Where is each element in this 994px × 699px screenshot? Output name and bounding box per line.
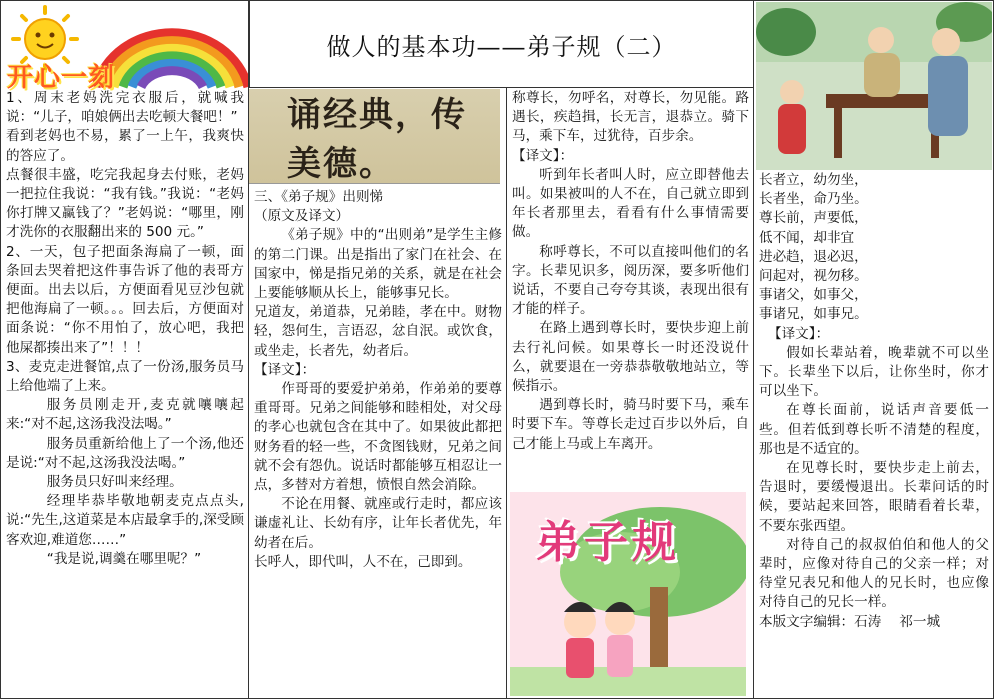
classic-line: 问起对，视勿移。 bbox=[759, 268, 868, 285]
child-figure-icon bbox=[564, 602, 596, 678]
joke-3-line: 服务员只好叫来经理。 bbox=[46, 474, 183, 491]
joke-3-line: 服务员重新给他上了一个汤,他还是说:“对不起,这汤我没法喝。” bbox=[6, 435, 244, 471]
translation-paragraph: 遇到尊长时，骑马时要下马，乘车时要下车。等尊长走过百步以外后，自己才能上马或上车离开。 bbox=[512, 397, 749, 452]
translation-paragraph: 在路上遇到尊长时，要快步迎上前去行礼问候。如果尊长一时还没说什么，就要退在一旁恭恭敬敬地站立，等候指示。 bbox=[512, 320, 749, 395]
girl-figure-icon bbox=[605, 602, 635, 677]
joke-3-line: “我是说,调羹在哪里呢？” bbox=[46, 550, 202, 567]
section-heading: 三、《弟子规》出则悌 bbox=[254, 189, 384, 205]
translation-paragraph: 听到年长者叫人时，应立即替他去叫。如果被叫的人不在，自己就立即到年长者那里去，看看有什么事情需要做。 bbox=[512, 166, 749, 241]
classic-line: 事诸父，如事父， bbox=[759, 287, 868, 304]
classic-line: 尊长前，声要低， bbox=[759, 210, 868, 227]
classic-text: 长呼人，即代叫，人不在，己即到。 bbox=[254, 553, 472, 570]
translation-label: 【译文】： bbox=[512, 147, 574, 164]
joke-3-line: 服务员刚走开,麦克就嚷嚷起来:“对不起,这汤我没法喝。” bbox=[6, 397, 244, 433]
book-cover-title: 弟子规 bbox=[536, 517, 680, 568]
joke-1-line: 点餐很丰盛，吃完我起身去付账，老妈一把拉住我说：“我有钱。”我说：“老妈你打牌又赢钱了？”老妈说：“哪里，刚才洗你的衣服翻出来的 500 元。” bbox=[6, 166, 244, 241]
joke-1-line: 看到老妈也不易，累了一上午，我爽快的答应了。 bbox=[6, 128, 244, 164]
intro-paragraph: 《弟子规》中的“出则弟”是学生主修的第二门课。出是指出了家门在社会、在国家中，悌是指兄弟的关系，就是在社会上要能够顺从长上，能够事兄长。 bbox=[254, 227, 502, 302]
translation-paragraph: 称呼尊长，不可以直接叫他们的名字。长辈见识多，阅历深，要多听他们说话，不要自己夸夸其谈，表现出很有才能的样子。 bbox=[512, 243, 749, 318]
page-title: 做人的基本功——弟子规（二） bbox=[249, 0, 754, 88]
joke-1: 1、周末老妈洗完衣服后，就喊我说：“儿子，咱娘俩出去吃顿大餐吧！” bbox=[6, 90, 244, 126]
classic-text: 称尊长，勿呼名，对尊长，勿见能。路遇长，疾趋揖，长无言，退恭立。骑下马，乘下车，过犹待，百步余。 bbox=[512, 90, 749, 145]
translation-paragraph: 不论在用餐、就座或行走时，都应该谦虚礼让、长幼有序，让年长者优先，年幼者在后。 bbox=[254, 496, 502, 551]
banner-title: 开心一刻 bbox=[7, 63, 116, 93]
translation-label: 【译文】： bbox=[768, 325, 830, 342]
translation-paragraph: 在尊长面前，说话声音要低一些。但若低到尊长听不清楚的程度，那也是不适宜的。 bbox=[759, 402, 989, 457]
translation-paragraph: 假如长辈站着，晚辈就不可以坐下。长辈坐下以后，让你坐时，你才可以坐下。 bbox=[759, 344, 989, 400]
classic-line: 长者坐，命乃坐。 bbox=[759, 191, 868, 208]
column-chuze-ti bbox=[249, 0, 506, 699]
classic-text: 兄道友，弟道恭，兄弟睦，孝在中。财物轻，怨何生，言语忍，忿自泯。或饮食，或坐走，长者先，幼者后。 bbox=[254, 304, 502, 359]
classic-line: 进必趋，退必迟， bbox=[759, 248, 868, 265]
translation-paragraph: 对待自己的叔叔伯伯和他人的父辈时，应像对待自己的父亲一样；对待堂兄表兄和他人的兄长时，也应像对待自己的兄长一样。 bbox=[759, 536, 989, 611]
joke-3-line: 经理毕恭毕敬地朝麦克点点头,说:“先生,这道菜是本店最拿手的,深受顾客欢迎,难道您……” bbox=[6, 493, 244, 548]
elders-painting-image bbox=[756, 2, 992, 170]
child-figure-icon bbox=[778, 80, 806, 154]
classic-line: 低不闻，却非宜 bbox=[759, 229, 855, 246]
joke-3: 3、麦克走进餐馆,点了一份汤,服务员马上给他端了上来。 bbox=[6, 358, 244, 395]
joke-2: 2、一天，包子把面条海扁了一顿，面条回去哭着把这件事告诉了他的表哥方便面。出去以后，方便面看见豆沙包就把他海扁了一顿。。。回去后，方便面对面条说：“你不用怕了，放心吧，我把他屎都揍出来了”！！！ bbox=[6, 243, 244, 356]
classic-line: 长者立，幼勿坐， bbox=[759, 172, 868, 188]
dizigui-book-cover-image bbox=[510, 492, 746, 696]
column-jokes bbox=[0, 0, 249, 699]
happy-moment-banner bbox=[1, 1, 248, 93]
translation-paragraph: 在见尊长时，要快步走上前去，告退时，要缓慢退出。长辈问话的时候，要站起来回答，眼睛看着长辈，不要东张西望。 bbox=[759, 460, 989, 534]
calligraphy-image: 诵经典，传美德。 bbox=[249, 89, 500, 184]
editor-credit: 本版文字编辑：石涛 祁一城 bbox=[759, 613, 941, 630]
classic-line: 事诸兄，如事兄。 bbox=[759, 306, 868, 323]
section-subheading: （原文及译文） bbox=[254, 208, 350, 225]
translation-paragraph: 作哥哥的要爱护弟弟，作弟弟的要尊重哥哥。兄弟之间能够和睦相处，对父母的孝心也就包含在其中了。如果彼此都把财务看的轻一些，不贪图钱财，兄弟之间就不会有怨仇。说话时都能够互相忍让一点，多替对方着想，愤恨自然会消除。 bbox=[254, 381, 502, 494]
translation-label: 【译文】： bbox=[254, 361, 316, 378]
